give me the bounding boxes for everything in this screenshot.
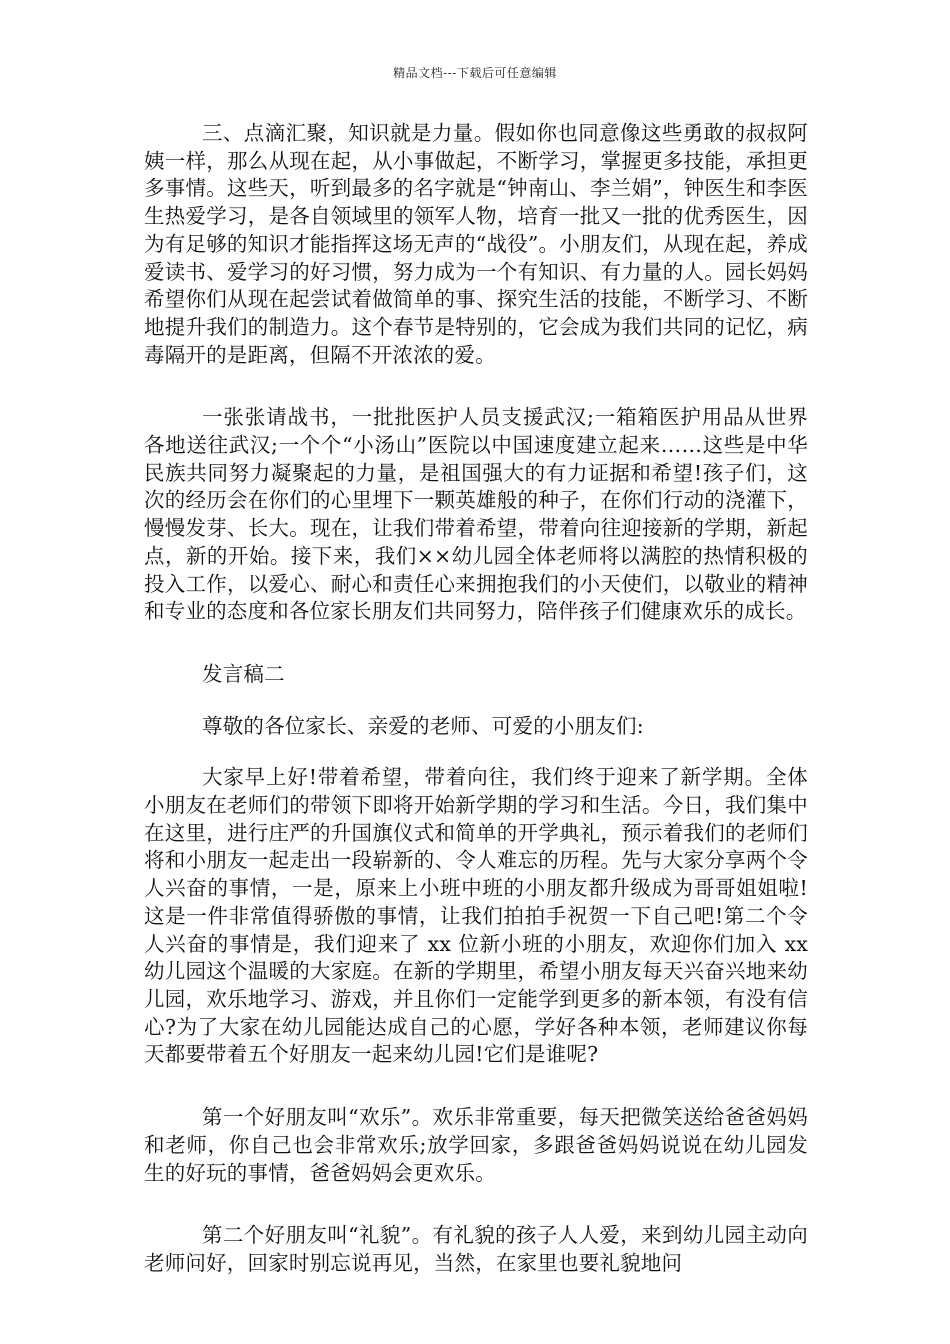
paragraph-greeting: 大家早上好!带着希望，带着向往，我们终于迎来了新学期。全体小朋友在老师们的带领下即将开始新学期的学习和生活。今日，我们集中在这里，进行庄严的升国旗仪式和简单的开学典礼，预示着我们的老师们将和小朋友一起走出一段崭新的、令人难忘的历程。先与大家分享两个令人兴奋的事情，一是，原来上小班中班的小朋友都升级成为哥哥姐姐啦!这是一件非常值得骄傲的事情，让我们拍拍手祝贺一下自己吧!第二个令人兴奋的事情是，我们迎来了 xx 位新小班的小朋友，欢迎你们加入 xx 幼儿园这个温暖的大家庭。在新的学期里，希望小朋友每天兴奋兴地来幼儿园，欢乐地学习、游戏，并且你们一定能学到更多的新本领，有没有信心?为了大家在幼儿园能达成自己的心愿，学好各种本领，老师建议你每天都要带着五个好朋友一起来幼儿园!它们是谁呢?	[144, 765, 808, 1067]
paragraph-knowledge-is-power: 三、点滴汇聚，知识就是力量。假如你也同意像这些勇敢的叔叔阿姨一样，那么从现在起，从小事做起，不断学习，掌握更多技能，承担更多事情。这些天，听到最多的名字就是“钟南山、李兰娟”，钟医生和李医生热爱学习，是各自领域里的领军人物，培育一批又一批的优秀医生，因为有足够的知识才能指挥这场无声的“战役”。小朋友们，从现在起，养成爱读书、爱学习的好习惯，努力成为一个有知识、有力量的人。园长妈妈希望你们从现在起尝试着做简单的事、探究生活的技能，不断学习、不断地提升我们的制造力。这个春节是特别的，它会成为我们共同的记忆，病毒隔开的是距离，但隔不开浓浓的爱。	[144, 121, 808, 367]
page-header: 精品文档---下载后可任意编辑	[393, 66, 557, 80]
section-heading-speech-two: 发言稿二	[202, 661, 285, 686]
paragraph-friend-politeness: 第二个好朋友叫“礼貌”。有礼貌的孩子人人爱，来到幼儿园主动向老师问好，回家时别忘说再见，当然，在家里也要礼貌地问	[144, 1223, 808, 1275]
document-body	[144, 120, 808, 1313]
salutation: 尊敬的各位家长、亲爱的老师、可爱的小朋友们:	[202, 713, 644, 738]
paragraph-wuhan-support: 一张张请战书，一批批医护人员支援武汉;一箱箱医护用品从世界各地送往武汉;一个个“小汤山”医院以中国速度建立起来……这些是中华民族共同努力凝聚起的力量，是祖国强大的有力证据和希望!孩子们，这次的经历会在你们的心里埋下一颗英雄般的种子，在你们行动的浇灌下，慢慢发芽、长大。现在，让我们带着希望，带着向往迎接新的学期，新起点，新的开始。接下来，我们××幼儿园全体老师将以满腔的热情积极的投入工作，以爱心、耐心和责任心来拥抱我们的小天使们，以敬业的精神和专业的态度和各位家长朋友们共同努力，陪伴孩子们健康欢乐的成长。	[144, 405, 808, 624]
paragraph-friend-joy: 第一个好朋友叫“欢乐”。欢乐非常重要，每天把微笑送给爸爸妈妈和老师，你自己也会非常欢乐;放学回家，多跟爸爸妈妈说说在幼儿园发生的好玩的事情，爸爸妈妈会更欢乐。	[144, 1105, 808, 1185]
